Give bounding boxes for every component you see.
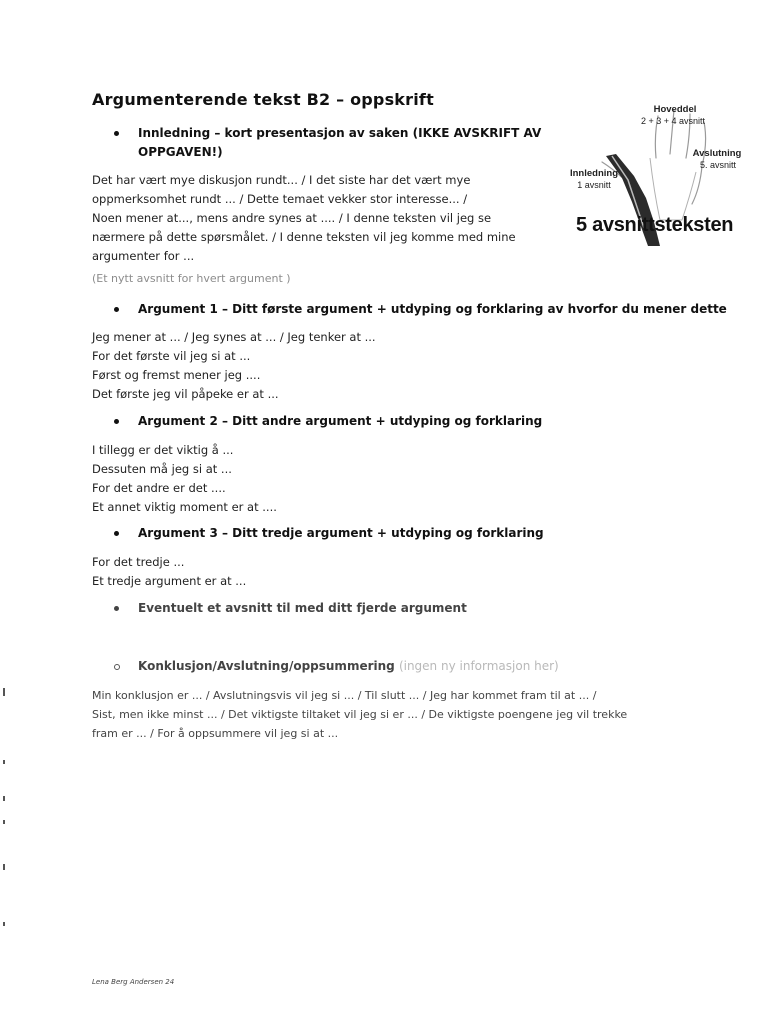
- intro-line: Det har vært mye diskusjon rundt... / I det siste har det vært mye: [92, 173, 471, 187]
- figure-label-innledning-sub: 1 avsnitt: [577, 180, 611, 190]
- argument1-line: For det første vil jeg si at ...: [92, 349, 251, 363]
- bullet-icon: [114, 606, 119, 611]
- figure-big-label: 5 avsnittsteksten: [576, 214, 734, 236]
- argument3-line: For det tredje ...: [92, 555, 185, 569]
- page-title: Argumenterende tekst B2 – oppskrift: [92, 90, 434, 109]
- argument2-line: For det andre er det ....: [92, 481, 226, 495]
- intro-line: argumenter for ...: [92, 249, 195, 263]
- intro-heading-line1: Innledning – kort presentasjon av saken (IKKE AVSKRIFT AV: [138, 126, 542, 140]
- figure-label-avslutning: Avslutning: [692, 148, 742, 159]
- bullet-icon: [114, 419, 119, 424]
- argument1-heading-text: Argument 1 – Ditt første argument + utdyping og forklaring av hvorfor du mener dette: [138, 302, 727, 316]
- conclusion-phrases: [92, 686, 627, 743]
- argument3-heading-text: Argument 3 – Ditt tredje argument + utdyping og forklaring: [138, 526, 544, 540]
- optional-heading-text: Eventuelt et avsnitt til med ditt fjerde argument: [138, 601, 467, 615]
- intro-line: oppmerksomhet rundt ... / Dette temaet vekker stor interesse... /: [92, 192, 468, 206]
- intro-heading: [138, 124, 541, 162]
- conclusion-heading-text: Konklusjon/Avslutning/oppsummering: [138, 659, 395, 673]
- hollow-bullet-icon: [114, 664, 120, 670]
- argument3-phrases: [92, 553, 246, 591]
- intro-heading-line2: OPPGAVEN!): [138, 145, 223, 159]
- argument1-phrases: [92, 328, 376, 404]
- conclusion-line: fram er ... / For å oppsummere vil jeg si at ...: [92, 727, 339, 740]
- figure-label-hoveddel: Hoveddel: [653, 104, 697, 115]
- figure-label-hoveddel-sub: 2 + 3 + 4 avsnitt: [640, 116, 706, 126]
- argument1-heading: [138, 300, 727, 319]
- argument2-heading: [138, 412, 542, 431]
- argument3-line: Et tredje argument er at ...: [92, 574, 247, 588]
- figure-label-avslutning-sub: 5. avsnitt: [699, 160, 737, 170]
- conclusion-heading: [138, 657, 559, 676]
- page-footer: Lena Berg Andersen 24: [92, 978, 175, 986]
- conclusion-heading-faded: (ingen ny informasjon her): [398, 659, 559, 673]
- margin-mark: [3, 760, 5, 764]
- argument1-line: Først og fremst mener jeg ....: [92, 368, 261, 382]
- argument2-line: Et annet viktig moment er at ....: [92, 500, 277, 514]
- argument2-heading-text: Argument 2 – Ditt andre argument + utdyping og forklaring: [138, 414, 543, 428]
- argument2-line: I tillegg er det viktig å ...: [92, 443, 234, 457]
- argument3-heading: [138, 524, 544, 543]
- intro-phrases: [92, 171, 516, 266]
- figure-label-innledning: Innledning: [569, 168, 619, 179]
- margin-mark: [3, 922, 5, 926]
- bullet-icon: [114, 531, 119, 536]
- bullet-icon: [114, 131, 119, 136]
- argument1-line: Det første jeg vil påpeke er at ...: [92, 387, 279, 401]
- argument2-line: Dessuten må jeg si at ...: [92, 462, 232, 476]
- intro-line: nærmere på dette spørsmålet. / I denne teksten vil jeg komme med mine: [92, 230, 516, 244]
- margin-mark: [3, 796, 5, 801]
- five-paragraph-hand-figure: [562, 96, 746, 252]
- margin-mark: [3, 688, 5, 696]
- conclusion-line: Sist, men ikke minst ... / Det viktigste tiltaket vil jeg si er ... / De viktigste poengene jeg vil trekke: [92, 708, 628, 721]
- conclusion-line: Min konklusjon er ... / Avslutningsvis vil jeg si ... / Til slutt ... / Jeg har kommet fram til at ... /: [92, 689, 597, 702]
- optional-heading: [138, 599, 467, 618]
- argument2-phrases: [92, 441, 277, 517]
- paragraph-note: (Et nytt avsnitt for hvert argument ): [92, 272, 291, 285]
- margin-mark: [3, 820, 5, 824]
- argument1-line: Jeg mener at ... / Jeg synes at ... / Jeg tenker at ...: [92, 330, 376, 344]
- bullet-icon: [114, 307, 119, 312]
- intro-line: Noen mener at..., mens andre synes at .... / I denne teksten vil jeg se: [92, 211, 492, 225]
- margin-mark: [3, 864, 5, 870]
